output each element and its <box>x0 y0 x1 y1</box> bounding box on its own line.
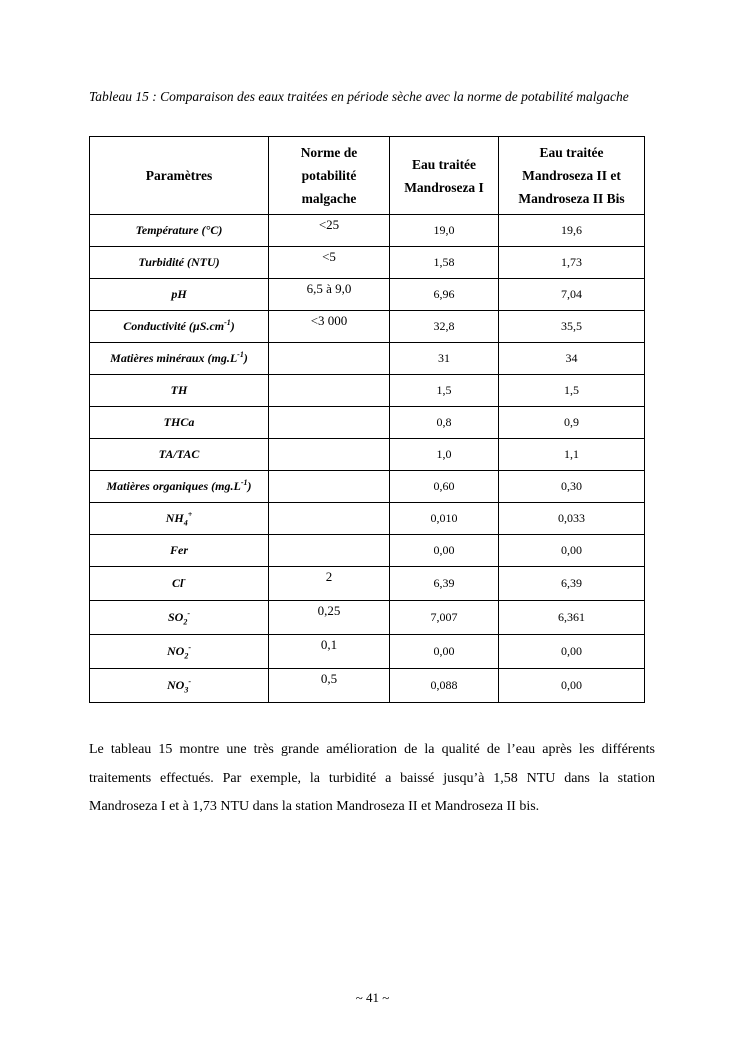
cell-eau-mandroseza-2: 0,00 <box>499 535 645 567</box>
cell-eau-mandroseza-1: 0,8 <box>390 407 499 439</box>
cell-eau-mandroseza-2: 0,033 <box>499 503 645 535</box>
comparison-table <box>89 136 645 703</box>
table-row <box>90 601 645 635</box>
table-row <box>90 311 645 343</box>
cell-eau-mandroseza-1: 0,60 <box>390 471 499 503</box>
cell-eau-mandroseza-1: 31 <box>390 343 499 375</box>
cell-parametre: $NO_3^-$ <box>90 669 269 703</box>
cell-parametre: Fer <box>90 535 269 567</box>
cell-norme <box>269 439 390 471</box>
table-row <box>90 247 645 279</box>
cell-eau-mandroseza-2: 6,39 <box>499 567 645 601</box>
cell-eau-mandroseza-1: 19,0 <box>390 215 499 247</box>
table-row <box>90 635 645 669</box>
table-row <box>90 669 645 703</box>
cell-norme: <25 <box>269 215 390 247</box>
cell-parametre: $NO_2^-$ <box>90 635 269 669</box>
cell-parametre: Température (°C) <box>90 215 269 247</box>
cell-parametre: Conductivité $(\mu S.cm^{-1})$ <box>90 311 269 343</box>
cell-parametre: THCa <box>90 407 269 439</box>
table-row <box>90 471 645 503</box>
cell-eau-mandroseza-1: 0,00 <box>390 635 499 669</box>
cell-parametre: Cl- <box>90 567 269 601</box>
cell-eau-mandroseza-2: 0,30 <box>499 471 645 503</box>
table-row <box>90 375 645 407</box>
cell-eau-mandroseza-1: 32,8 <box>390 311 499 343</box>
cell-norme <box>269 407 390 439</box>
cell-eau-mandroseza-2: 6,361 <box>499 601 645 635</box>
cell-norme <box>269 375 390 407</box>
header-eau-mandroseza-1: Eau traitée Mandroseza I <box>390 137 499 215</box>
header-parametres: Paramètres <box>90 137 269 215</box>
cell-norme: 6,5 à 9,0 <box>269 279 390 311</box>
cell-parametre: TH <box>90 375 269 407</box>
cell-parametre: TA/TAC <box>90 439 269 471</box>
cell-parametre: $NH_4^+$ <box>90 503 269 535</box>
cell-norme <box>269 471 390 503</box>
cell-eau-mandroseza-2: 0,00 <box>499 635 645 669</box>
cell-eau-mandroseza-1: 0,088 <box>390 669 499 703</box>
cell-parametre: Turbidité (NTU) <box>90 247 269 279</box>
cell-eau-mandroseza-2: 7,04 <box>499 279 645 311</box>
body-paragraph: Le tableau 15 montre une très grande amélioration de la qualité de l’eau après les différents traitements effectués. Par exemple, la turbidité a baissé jusqu’à 1,58 NTU dans la station Mandroseza I et à 1,73 NTU dans la station Mandroseza II et Mandroseza II bis. <box>89 742 655 814</box>
table-row <box>90 279 645 311</box>
table-row <box>90 535 645 567</box>
table-header-row <box>90 137 645 215</box>
table-row <box>90 439 645 471</box>
cell-norme: 0,5 <box>269 669 390 703</box>
table-caption: Tableau 15 : Comparaison des eaux traitées en période sèche avec la norme de potabilité malgache <box>89 89 629 104</box>
cell-eau-mandroseza-2: 34 <box>499 343 645 375</box>
cell-eau-mandroseza-1: 6,39 <box>390 567 499 601</box>
cell-parametre: Matières organiques $(mg.L^{-1})$ <box>90 471 269 503</box>
cell-parametre: $SO_2^-$ <box>90 601 269 635</box>
table-row <box>90 343 645 375</box>
cell-norme: 0,25 <box>269 601 390 635</box>
cell-eau-mandroseza-2: 0,9 <box>499 407 645 439</box>
cell-norme <box>269 343 390 375</box>
header-eau-mandroseza-2: Eau traitée Mandroseza II et Mandroseza II Bis <box>499 137 645 215</box>
cell-eau-mandroseza-2: 19,6 <box>499 215 645 247</box>
cell-norme <box>269 503 390 535</box>
table-row <box>90 215 645 247</box>
cell-eau-mandroseza-1: 0,00 <box>390 535 499 567</box>
cell-eau-mandroseza-2: 0,00 <box>499 669 645 703</box>
header-norme: Norme de potabilité malgache <box>269 137 390 215</box>
table-row <box>90 503 645 535</box>
table-row <box>90 567 645 601</box>
cell-eau-mandroseza-1: 1,0 <box>390 439 499 471</box>
cell-norme: 2 <box>269 567 390 601</box>
cell-eau-mandroseza-1: 7,007 <box>390 601 499 635</box>
cell-eau-mandroseza-2: 1,73 <box>499 247 645 279</box>
cell-eau-mandroseza-2: 1,5 <box>499 375 645 407</box>
cell-parametre: Matières minéraux $(mg.L^{-1})$ <box>90 343 269 375</box>
cell-eau-mandroseza-1: 0,010 <box>390 503 499 535</box>
table-row <box>90 407 645 439</box>
cell-eau-mandroseza-1: 6,96 <box>390 279 499 311</box>
cell-norme: 0,1 <box>269 635 390 669</box>
cell-norme: <5 <box>269 247 390 279</box>
cell-eau-mandroseza-2: 1,1 <box>499 439 645 471</box>
cell-norme: <3 000 <box>269 311 390 343</box>
cell-norme <box>269 535 390 567</box>
cell-eau-mandroseza-2: 35,5 <box>499 311 645 343</box>
cell-eau-mandroseza-1: 1,5 <box>390 375 499 407</box>
cell-parametre: pH <box>90 279 269 311</box>
page-number: ~ 41 ~ <box>355 990 390 1005</box>
cell-eau-mandroseza-1: 1,58 <box>390 247 499 279</box>
